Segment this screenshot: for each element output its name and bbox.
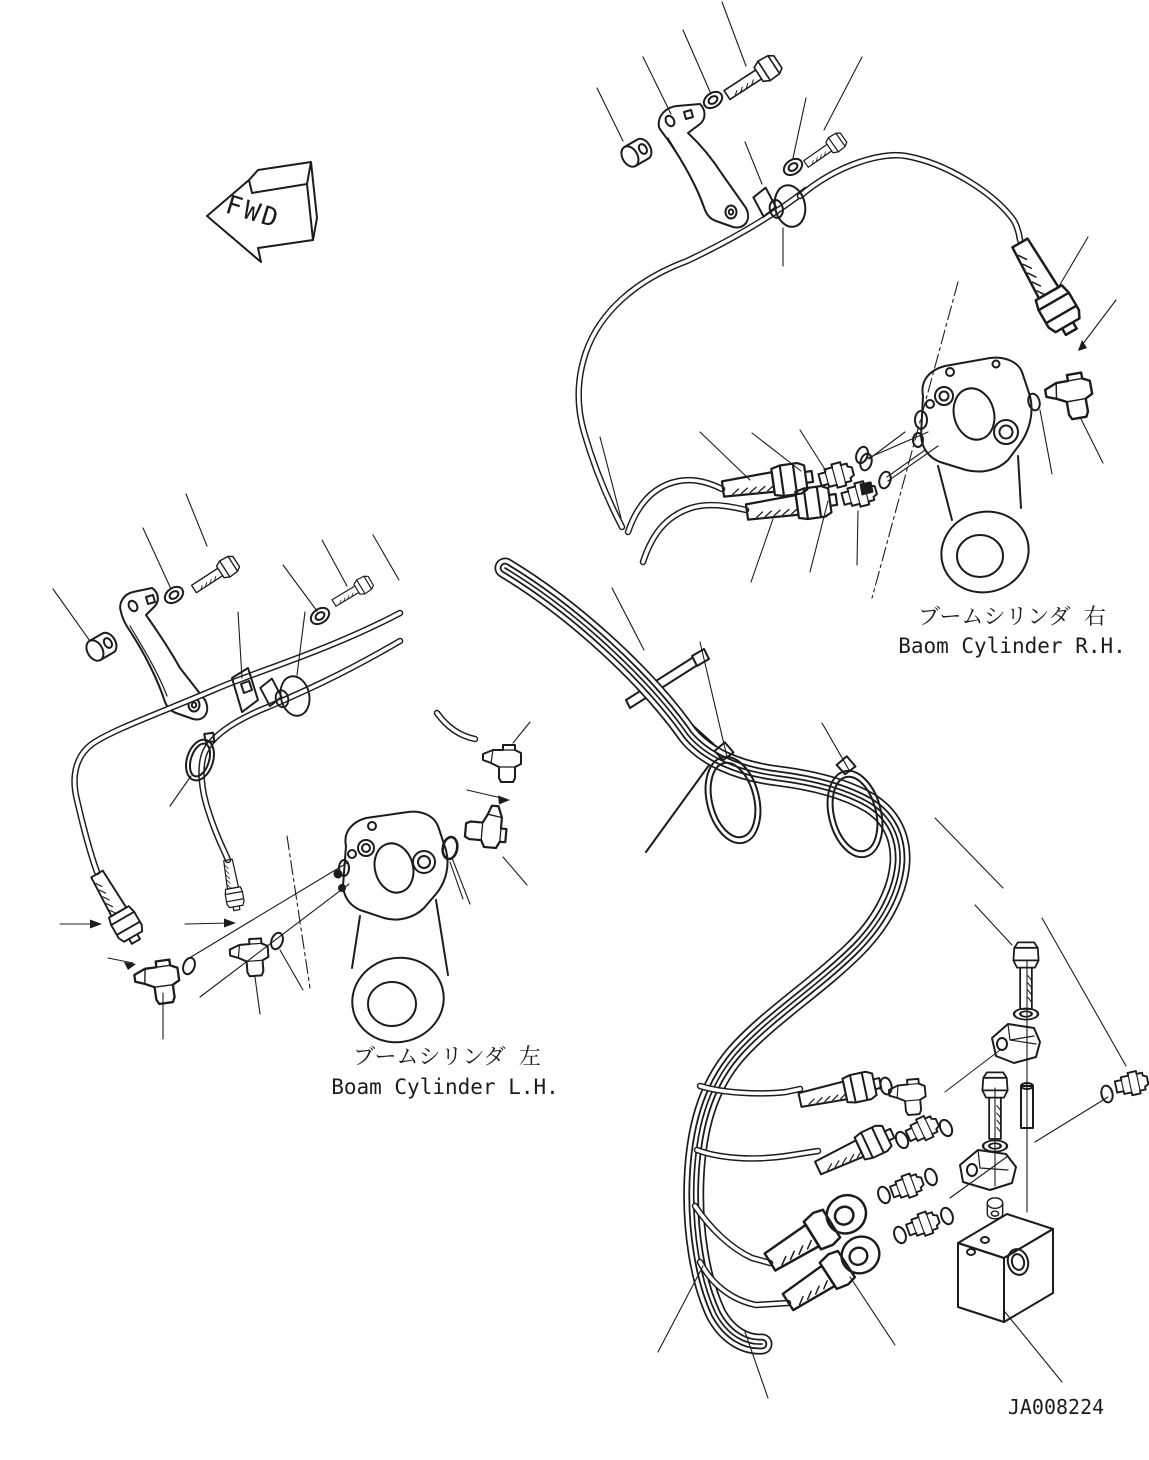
top-mounting-bracket xyxy=(659,104,748,228)
washer xyxy=(1014,1008,1038,1019)
bolt xyxy=(801,131,849,172)
bolt xyxy=(189,554,242,597)
boom-cylinder-rh-label-jp: ブームシリンダ 右 xyxy=(918,605,1106,630)
boom-cylinder-rh-drawing xyxy=(872,282,1039,604)
fwd-arrow-icon xyxy=(207,162,317,262)
callout-boom-cylinder-rh xyxy=(898,605,1126,658)
bushing xyxy=(987,1198,1002,1219)
boom-cylinder-lh-label-en: Boam Cylinder L.H. xyxy=(331,1075,559,1099)
drawing-number: JA008224 xyxy=(1007,1395,1105,1419)
bolt xyxy=(721,52,784,104)
boom-cylinder-lh-drawing xyxy=(287,812,453,1053)
boom-cylinder-rh-label-en: Baom Cylinder R.H. xyxy=(898,634,1126,658)
manifold-block xyxy=(958,1214,1053,1322)
bolt xyxy=(1013,942,1038,1009)
boom-cylinder-lh-label-jp: ブームシリンダ 左 xyxy=(353,1045,541,1070)
washer xyxy=(701,89,725,112)
leader-lines xyxy=(53,2,1126,1398)
hose-bundle xyxy=(505,568,900,1344)
fwd-label: FWD xyxy=(221,190,285,236)
hose-end-fittings xyxy=(85,234,1086,1317)
branch-hoses xyxy=(695,1086,818,1305)
bushing xyxy=(83,630,120,664)
bolt xyxy=(330,574,375,610)
tube-clamps xyxy=(181,180,891,863)
fasteners xyxy=(83,52,1039,1219)
washer xyxy=(162,584,186,607)
washer xyxy=(781,156,805,179)
washer xyxy=(308,605,332,628)
callout-boom-cylinder-lh xyxy=(331,1045,559,1099)
hydraulic-tubes xyxy=(75,155,1020,872)
